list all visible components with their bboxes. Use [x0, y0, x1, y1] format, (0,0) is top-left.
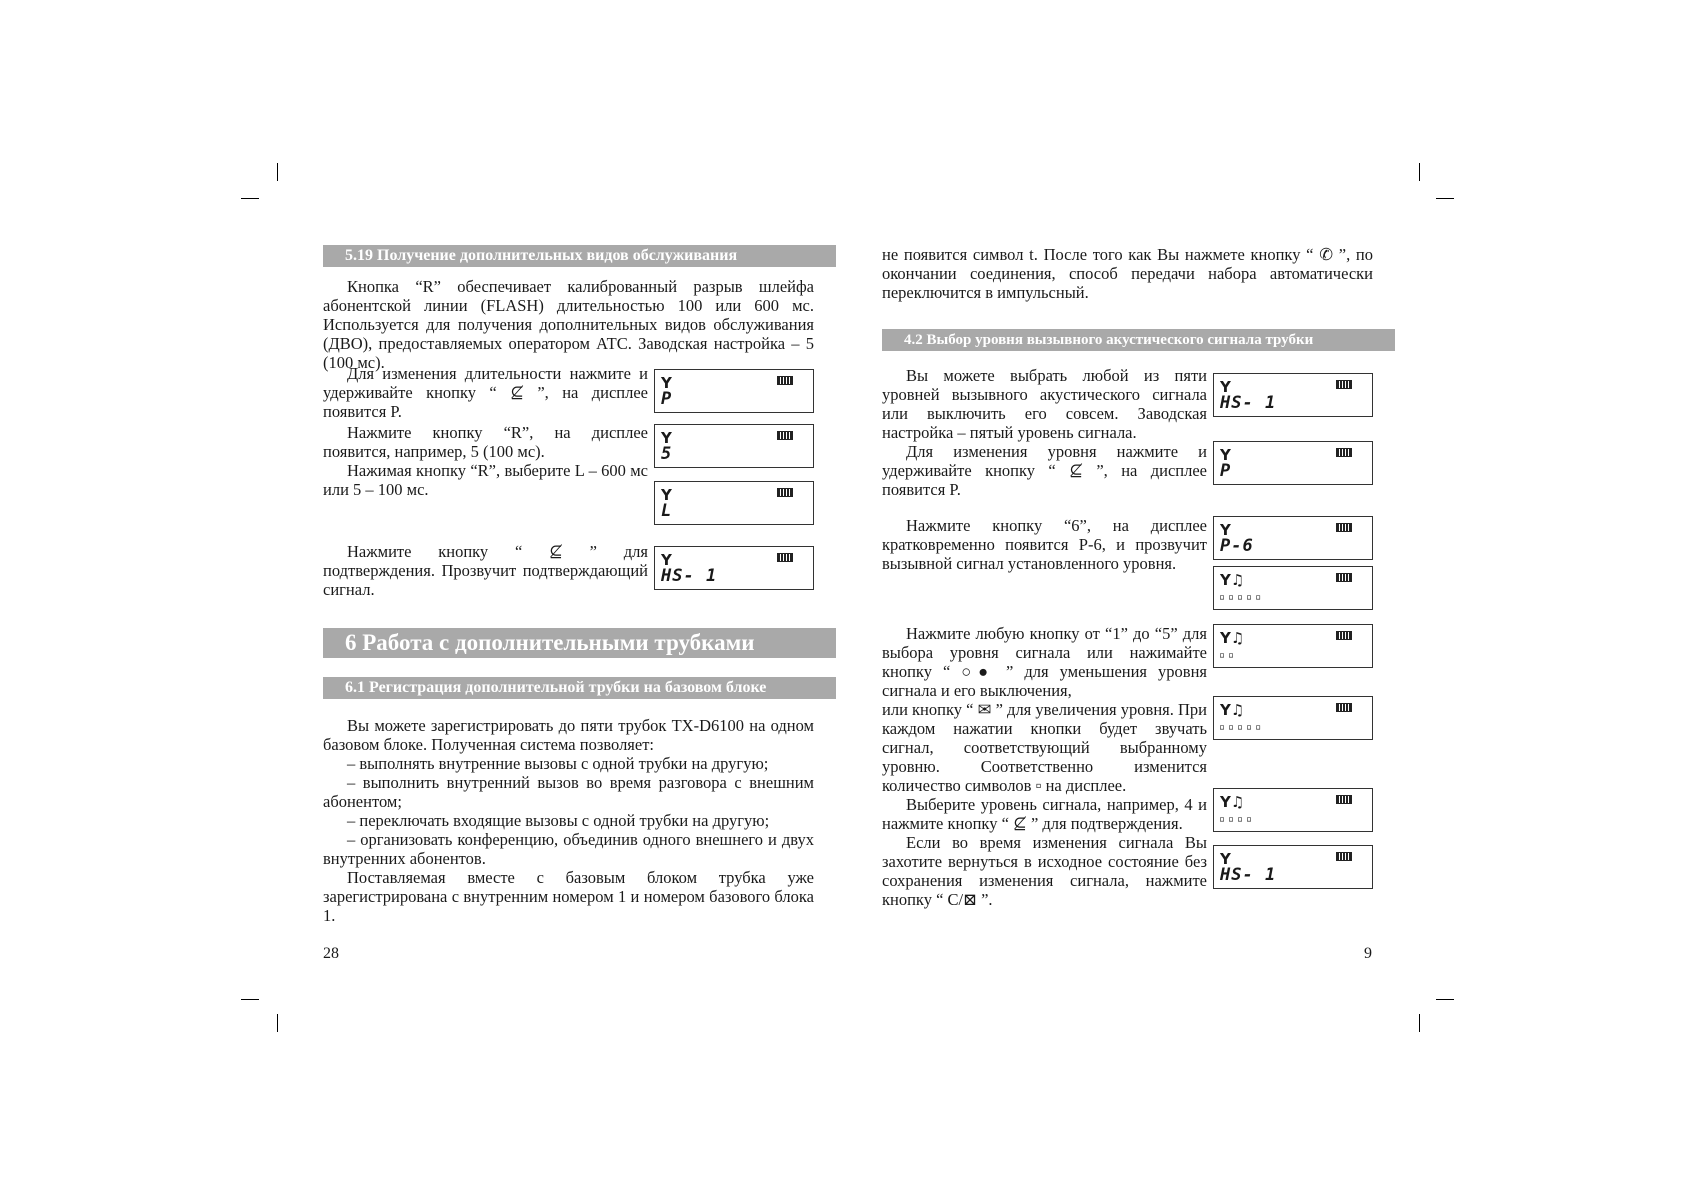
battery-icon [1336, 852, 1352, 861]
battery-icon [1336, 703, 1352, 712]
antenna-icon: Y [661, 429, 672, 447]
antenna-icon: Y [1220, 446, 1231, 464]
section-5-19-paragraph [323, 277, 814, 372]
level-indicator: ▫▫ [1219, 650, 1238, 661]
crop-mark [1419, 163, 1420, 181]
section-4-2-body-c [882, 624, 1207, 909]
list-item: – организовать конференцию, объединив одного внешнего и двух внутренних абонентов. [323, 830, 814, 868]
lcd-text: P-6 [1220, 536, 1254, 556]
lcd-display [1213, 441, 1373, 485]
paragraph: Для изменения уровня нажмите и удерживайте кнопку “ ⊈ ”, на дисплее появится P. [882, 442, 1207, 499]
battery-icon [1336, 573, 1352, 582]
antenna-icon: Y [1220, 378, 1231, 396]
chapter-6-title: 6 Работа с дополнительными трубками [323, 628, 836, 658]
paragraph: Нажмите любую кнопку от “1” до “5” для выбора уровня сигнала или нажимайте кнопку “ ○● ” для уменьшения уровня сигнала и его выключения, [882, 624, 1207, 700]
lcd-display [1213, 788, 1373, 832]
antenna-icon: Y [661, 374, 672, 392]
lcd-text: 5 [661, 444, 673, 464]
battery-icon [1336, 631, 1352, 640]
crop-mark [1419, 1014, 1420, 1032]
section-4-2-body-b [882, 516, 1207, 573]
lcd-text: HS- 1 [1220, 393, 1277, 413]
antenna-bell-icon: Y♫ [1220, 571, 1245, 589]
lcd-display [654, 481, 814, 525]
crop-mark [1436, 198, 1454, 199]
paragraph: Вы можете выбрать любой из пяти уровней вызывного акустического сигнала или выключить его совсем. Заводская настройка – пятый уровень сигнала. [882, 366, 1207, 442]
antenna-icon: Y [661, 551, 672, 569]
crop-mark [241, 999, 259, 1000]
lcd-text: L [661, 501, 673, 521]
section-6-1-body [323, 716, 814, 925]
level-indicator: ▫▫▫▫▫ [1219, 722, 1265, 733]
paragraph: Кнопка “R” обеспечивает калиброванный разрыв шлейфа абонентской линии (FLASH) длительностью 100 или 600 мс. Используется для получения дополнительных видов обслуживания (ДВО), предоставляемых оператором АТС. Заводская настройка – 5 (100 мс). [323, 277, 814, 372]
battery-icon [1336, 380, 1352, 389]
crop-mark [277, 163, 278, 181]
antenna-icon: Y [1220, 521, 1231, 539]
lcd-text: HS- 1 [661, 566, 718, 586]
paragraph: Нажмите кнопку “R”, на дисплее появится, например, 5 (100 мс). [323, 423, 648, 461]
battery-icon [1336, 448, 1352, 457]
section-4-2-title: 4.2 Выбор уровня вызывного акустического сигнала трубки [882, 329, 1395, 351]
page-number: 28 [323, 945, 339, 962]
battery-icon [777, 488, 793, 497]
lcd-display [1213, 845, 1373, 889]
paragraph: или кнопку “ ✉ ” для увеличения уровня. При каждом нажатии кнопки будет звучать сигнал, соответствующий выбранному уровню. Соответственно изменится количество символов ▫ на дисплее. [882, 700, 1207, 795]
antenna-bell-icon: Y♫ [1220, 629, 1245, 647]
paragraph: Вы можете зарегистрировать до пяти трубок TX-D6100 на одном базовом блоке. Полученная система позволяет: [323, 716, 814, 754]
lcd-display [654, 369, 814, 413]
page-number: 9 [1364, 945, 1372, 962]
paragraph: Нажимая кнопку “R”, выберите L – 600 мс или 5 – 100 мс. [323, 461, 648, 499]
paragraph: не появится символ t. После того как Вы нажмете кнопку “ ✆ ”, по окончании соединения, способ передачи набора автоматически переключится в импульсный. [882, 245, 1373, 302]
lcd-text: HS- 1 [1220, 865, 1277, 885]
battery-icon [777, 431, 793, 440]
antenna-icon: Y [661, 486, 672, 504]
paragraph: Для изменения длительности нажмите и удерживайте кнопку “ ⊈ ”, на дисплее появится P. [323, 364, 648, 421]
section-5-19-steps [323, 364, 648, 499]
paragraph: Поставляемая вместе с базовым блоком трубка уже зарегистрирована с внутренним номером 1 и номером базового блока 1. [323, 868, 814, 925]
paragraph: Нажмите кнопку “ ⊈ ” для подтверждения. Прозвучит подтверждающий сигнал. [323, 542, 648, 599]
lcd-display [1213, 696, 1373, 740]
lcd-display [654, 546, 814, 590]
continuation-paragraph [882, 245, 1373, 302]
paragraph: Выберите уровень сигнала, например, 4 и нажмите кнопку “ ⊈ ” для подтверждения. [882, 795, 1207, 833]
section-6-1-title: 6.1 Регистрация дополнительной трубки на базовом блоке [323, 677, 836, 699]
section-5-19-confirm [323, 542, 648, 599]
lcd-display [1213, 516, 1373, 560]
section-4-2-body-a [882, 366, 1207, 499]
lcd-text: P [661, 389, 673, 409]
antenna-bell-icon: Y♫ [1220, 793, 1245, 811]
paragraph: Если во время изменения сигнала Вы захотите вернуться в исходное состояние без сохранения изменения сигнала, нажмите кнопку “ C/⊠ ”. [882, 833, 1207, 909]
crop-mark [241, 198, 259, 199]
list-item: – переключать входящие вызовы с одной трубки на другую; [347, 811, 770, 830]
list-item: – выполнять внутренние вызовы с одной трубки на другую; [347, 754, 769, 773]
list-item: – выполнить внутренний вызов во время разговора с внешним абонентом; [323, 773, 814, 811]
lcd-display [1213, 624, 1373, 668]
crop-mark [277, 1014, 278, 1032]
lcd-text: P [1220, 461, 1232, 481]
paragraph: Нажмите кнопку “6”, на дисплее кратковременно появится P-6, и прозвучит вызывной сигнал установленного уровня. [882, 516, 1207, 573]
battery-icon [1336, 523, 1352, 532]
lcd-display [1213, 373, 1373, 417]
antenna-icon: Y [1220, 850, 1231, 868]
antenna-bell-icon: Y♫ [1220, 701, 1245, 719]
lcd-display [1213, 566, 1373, 610]
section-5-19-title: 5.19 Получение дополнительных видов обслуживания [323, 245, 836, 267]
level-indicator: ▫▫▫▫ [1219, 814, 1256, 825]
battery-icon [777, 376, 793, 385]
battery-icon [777, 553, 793, 562]
lcd-display [654, 424, 814, 468]
crop-mark [1436, 999, 1454, 1000]
level-indicator: ▫▫▫▫▫ [1219, 592, 1265, 603]
battery-icon [1336, 795, 1352, 804]
